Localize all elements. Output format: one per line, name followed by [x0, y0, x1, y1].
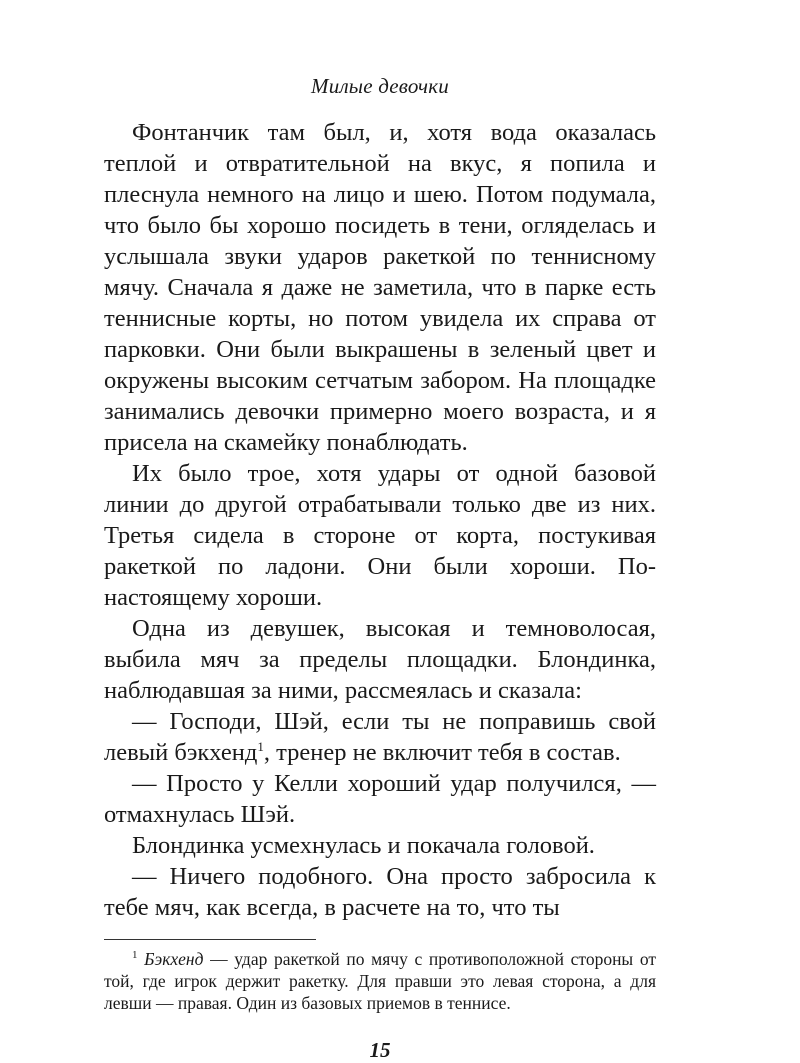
- footnote-reference-mark: 1: [257, 738, 264, 754]
- paragraph-4: [104, 706, 656, 768]
- paragraph-4-text-after: , тренер не включит тебя в состав.: [263, 739, 621, 766]
- footnote-divider: [104, 939, 316, 940]
- paragraph-7: — Ничего подобного. Она просто забросила к тебе мяч, как всегда, в расчете на то, что ты: [104, 863, 656, 921]
- running-title: Милые девочки: [311, 74, 449, 98]
- paragraph-6: Блондинка усмехнулась и покачала головой.: [132, 832, 595, 859]
- paragraph-4-text-before: — Господи, Шэй, если ты не поправишь свой левый бэкхенд: [104, 708, 656, 766]
- footnote-term: Бэкхенд: [144, 949, 204, 969]
- footnote-text: — удар ракеткой по мячу с противоположной стороны от той, где игрок держит ракетку. Для правши это левая сторона, а для левши — правая. Один из базовых приемов в теннисе.: [104, 949, 657, 1013]
- footnote: [104, 948, 656, 1014]
- paragraph-5: — Просто у Келли хороший удар получился, — отмахнулась Шэй.: [104, 770, 656, 828]
- page-number: 15: [369, 1038, 391, 1062]
- paragraph-1: Фонтанчик там был, и, хотя вода оказалась теплой и отвратительной на вкус, я попила и плеснула немного на лицо и шею. Потом подумала, что было бы хорошо посидеть в тени, огляделась и услышала звуки ударов ракеткой по теннисному мячу. Сначала я даже не заметила, что в парке есть теннисные корты, но потом увидела их справа от парковки. Они были выкрашены в зеленый цвет и окружены высоким сетчатым забором. На площадке занимались девочки примерно моего возраста, и я присела на скамейку понаблюдать.: [104, 119, 656, 456]
- paragraph-2: Их было трое, хотя удары от одной базовой линии до другой отрабатывали только две из них. Третья сидела в стороне от корта, постукивая ракеткой по ладони. Они были хороши. По-настоящему хороши.: [104, 460, 656, 611]
- footnote-number: 1: [132, 949, 138, 962]
- body-text: [104, 117, 656, 923]
- paragraph-3: Одна из девушек, высокая и темноволосая, выбила мяч за пределы площадки. Блондинка, наблюдавшая за ними, рассмеялась и сказала:: [104, 615, 656, 704]
- book-page: [104, 74, 656, 1063]
